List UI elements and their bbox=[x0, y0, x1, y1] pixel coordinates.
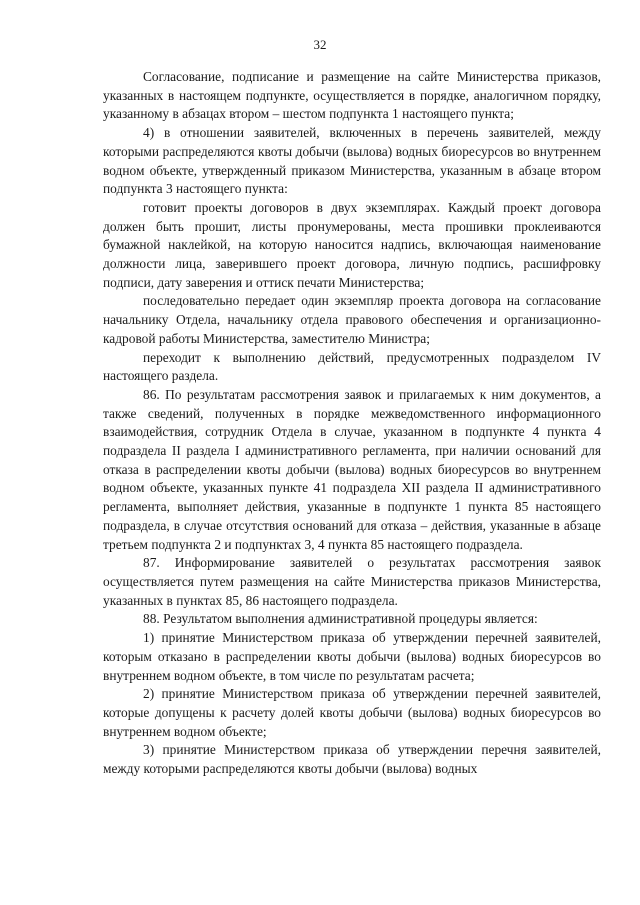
paragraph: 2) принятие Министерством приказа об утверждении перечней заявителей, которые допущены к расчету долей квоты добычи (вылова) водных биоресурсов во внутреннем водном объекте; bbox=[103, 686, 601, 739]
paragraph: переходит к выполнению действий, предусмотренных подразделом IV настоящего раздела. bbox=[103, 349, 601, 384]
paragraph: 3) принятие Министерством приказа об утверждении перечня заявителей, между которыми распределяются квоты добычи (вылова) водных bbox=[103, 742, 601, 777]
document-body bbox=[103, 68, 601, 779]
paragraph: 88. Результатом выполнения административной процедуры является: bbox=[143, 611, 538, 627]
paragraph: Согласование, подписание и размещение на сайте Министерства приказов, указанных в настоящем подпункте, осуществляется в порядке, аналогичном порядку, указанному в абзацах втором – шестом подпункта 1 настоящего пункта; bbox=[103, 69, 601, 122]
paragraph: 4) в отношении заявителей, включенных в перечень заявителей, между которыми распределяются квоты добычи (вылова) водных биоресурсов во внутреннем водном объекте, утвержденный приказом Министерства, указанным в абзаце втором подпункта 3 настоящего пункта: bbox=[103, 125, 601, 197]
page-number: 32 bbox=[313, 37, 327, 52]
paragraph: 1) принятие Министерством приказа об утверждении перечней заявителей, которым отказано в распределении квоты добычи (вылова) водных биоресурсов во внутреннем водном объекте, в том числе по результатам расчета; bbox=[103, 630, 601, 683]
paragraph: готовит проекты договоров в двух экземплярах. Каждый проект договора должен быть прошит, листы пронумерованы, места прошивки проклеиваются бумажной наклейкой, на которую наносится надпись, включающая наименование должности лица, заверившего проект договора, личную подпись, расшифровку подписи, дату заверения и оттиск печати Министерства; bbox=[103, 199, 601, 290]
paragraph: 87. Информирование заявителей о результатах рассмотрения заявок осуществляется путем размещения на сайте Министерства приказов Министерства, указанных в пунктах 85, 86 настоящего подраздела. bbox=[103, 555, 601, 608]
paragraph: последовательно передает один экземпляр проекта договора на согласование начальнику Отдела, начальнику отдела правового обеспечения и организационно-кадровой работы Министерства, заместителю Министра; bbox=[103, 293, 601, 346]
paragraph: 86. По результатам рассмотрения заявок и прилагаемых к ним документов, а также сведений, полученных в порядке межведомственного информационного взаимодействия, сотрудник Отдела в случае, указанном в подпункте 4 пункта 4 подраздела II раздела I административного регламента, при наличии оснований для отказа в распределении квоты добычи (вылова) водных биоресурсов во внутреннем водном объекте, указанных пункте 41 подраздела XII раздела II административного регламента, выполняет действия, указанные в подпункте 1 пункта 85 настоящего подраздела, в случае отсутствия оснований для отказа – действия, указанные в абзаце третьем подпункта 2 и подпунктах 3, 4 пункта 85 настоящего подраздела. bbox=[103, 386, 601, 552]
